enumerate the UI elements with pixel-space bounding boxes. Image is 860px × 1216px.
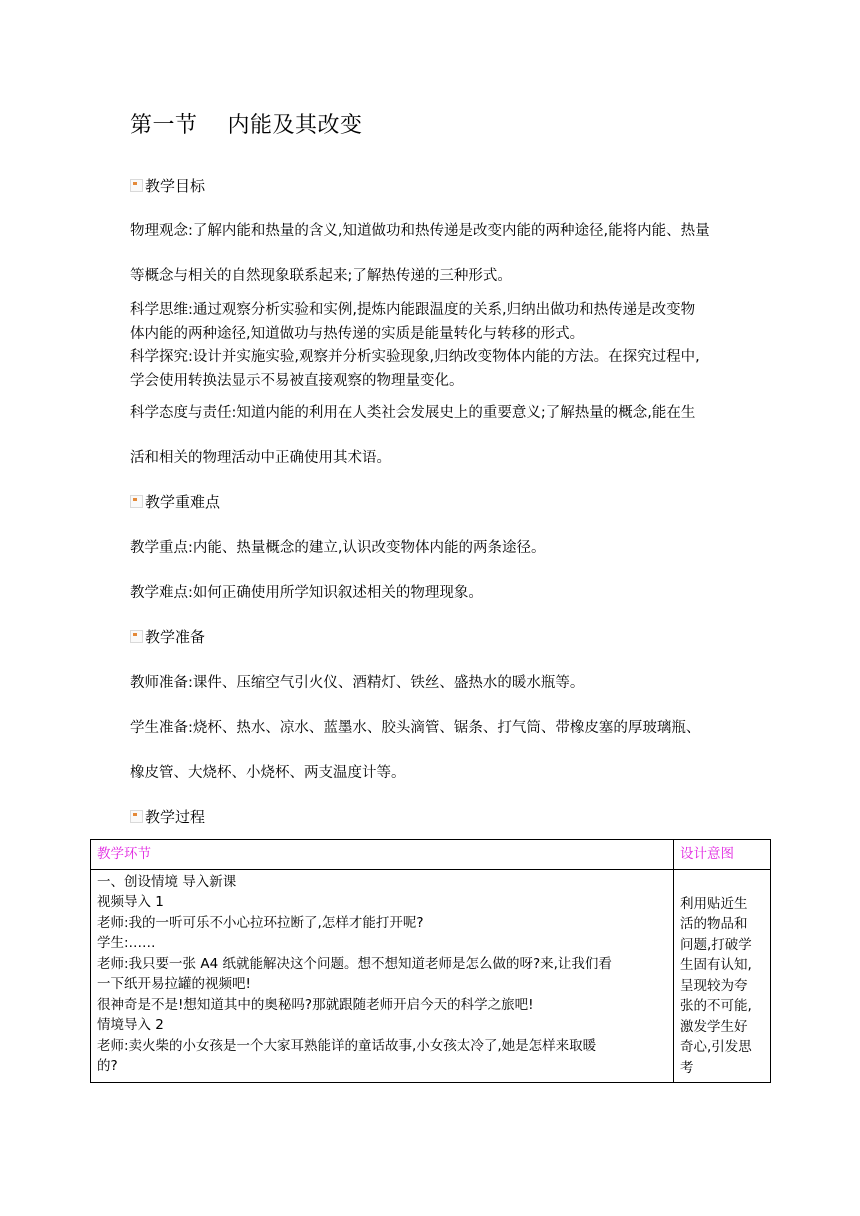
stage-line: 老师:卖火柴的小女孩是一个大家耳熟能详的童话故事,小女孩太冷了,她是怎样来取暖 [97,1037,597,1054]
intent-line: 生固有认知, [680,957,752,973]
objective-attitude-line1: 科学态度与责任:知道内能的利用在人类社会发展史上的重要意义;了解热量的概念,能在生 [130,405,696,421]
stage-line: 情境导入 2 [97,1017,164,1033]
header-teaching-stage: 教学环节 [91,840,674,870]
section-label: 教学准备 [145,628,206,646]
stage-line: 老师:我只要一张 A4 纸就能解决这个问题。想不想知道老师是怎么做的呀?来,让我们看 [97,955,612,972]
section-label: 教学重难点 [145,493,221,511]
section-label: 教学目标 [145,177,206,195]
table-header-row [91,840,771,870]
image-placeholder-icon [130,810,143,823]
image-placeholder-icon [130,495,143,508]
image-placeholder-icon [130,179,143,192]
stage-cell [91,869,674,1083]
section-heading-objectives [130,175,205,196]
preparation-teacher: 教师准备:课件、压缩空气引火仪、酒精灯、铁丝、盛热水的暖水瓶等。 [130,675,585,691]
intent-cell [674,869,771,1083]
stage-line: 的? [97,1058,118,1074]
teaching-process-table [90,839,771,1083]
objective-thinking-line2: 体内能的两种途径,知道做功与热传递的实质是能量转化与转移的形式。 [130,326,585,342]
keypoint-difficulty: 教学难点:如何正确使用所学知识叙述相关的物理现象。 [130,585,483,601]
objective-physics-line2: 等概念与相关的自然现象联系起来;了解热传递的三种形式。 [130,268,512,284]
stage-line: 老师:我的一听可乐不小心拉环拉断了,怎样才能打开呢? [97,914,424,931]
objective-thinking-line1: 科学思维:通过观察分析实验和实例,提炼内能跟温度的关系,归纳出做功和热传递是改变物 [130,302,696,318]
intent-line: 活的物品和 [680,916,748,932]
page-title: 第一节 内能及其改变 [130,113,363,138]
objective-inquiry-line1: 科学探究:设计并实施实验,观察并分析实验现象,归纳改变物体内能的方法。在探究过程中, [130,349,700,365]
stage-line: 视频导入 1 [97,894,164,910]
section-heading-preparation [130,626,205,647]
intent-line: 激发学生好 [680,1018,748,1035]
stage-line: 一、创设情境 导入新课 [97,873,237,890]
section-label: 教学过程 [145,808,206,826]
intent-line: 利用贴近生 [680,895,748,912]
objective-physics-line1: 物理观念:了解内能和热量的含义,知道做功和热传递是改变内能的两种途径,能将内能、热量 [130,223,710,239]
stage-line: 很神奇是不是!想知道其中的奥秘吗?那就跟随老师开启今天的科学之旅吧! [97,996,534,1013]
intent-line: 奇心,引发思 [680,1039,752,1055]
stage-line: 学生:…… [97,935,156,951]
preparation-student-line2: 橡皮管、大烧杯、小烧杯、两支温度计等。 [130,765,406,781]
section-heading-process [130,806,205,827]
intent-line: 问题,打破学 [680,936,752,953]
intent-line: 呈现较为夸 [680,977,748,994]
objective-attitude-line2: 活和相关的物理活动中正确使用其术语。 [130,450,391,466]
keypoint-focus: 教学重点:内能、热量概念的建立,认识改变物体内能的两条途径。 [130,540,546,556]
image-placeholder-icon [130,630,143,643]
intent-line: 张的不可能, [680,998,752,1014]
intent-line: 考 [680,1059,694,1076]
section-heading-keypoints [130,491,220,512]
header-design-intent: 设计意图 [674,840,771,870]
objective-inquiry-line2: 学会使用转换法显示不易被直接观察的物理量变化。 [130,373,464,389]
preparation-student-line1: 学生准备:烧杯、热水、凉水、蓝墨水、胶头滴管、锯条、打气筒、带橡皮塞的厚玻璃瓶、 [130,720,701,736]
table-row [91,869,771,1083]
stage-line: 一下纸开易拉罐的视频吧! [97,976,251,992]
